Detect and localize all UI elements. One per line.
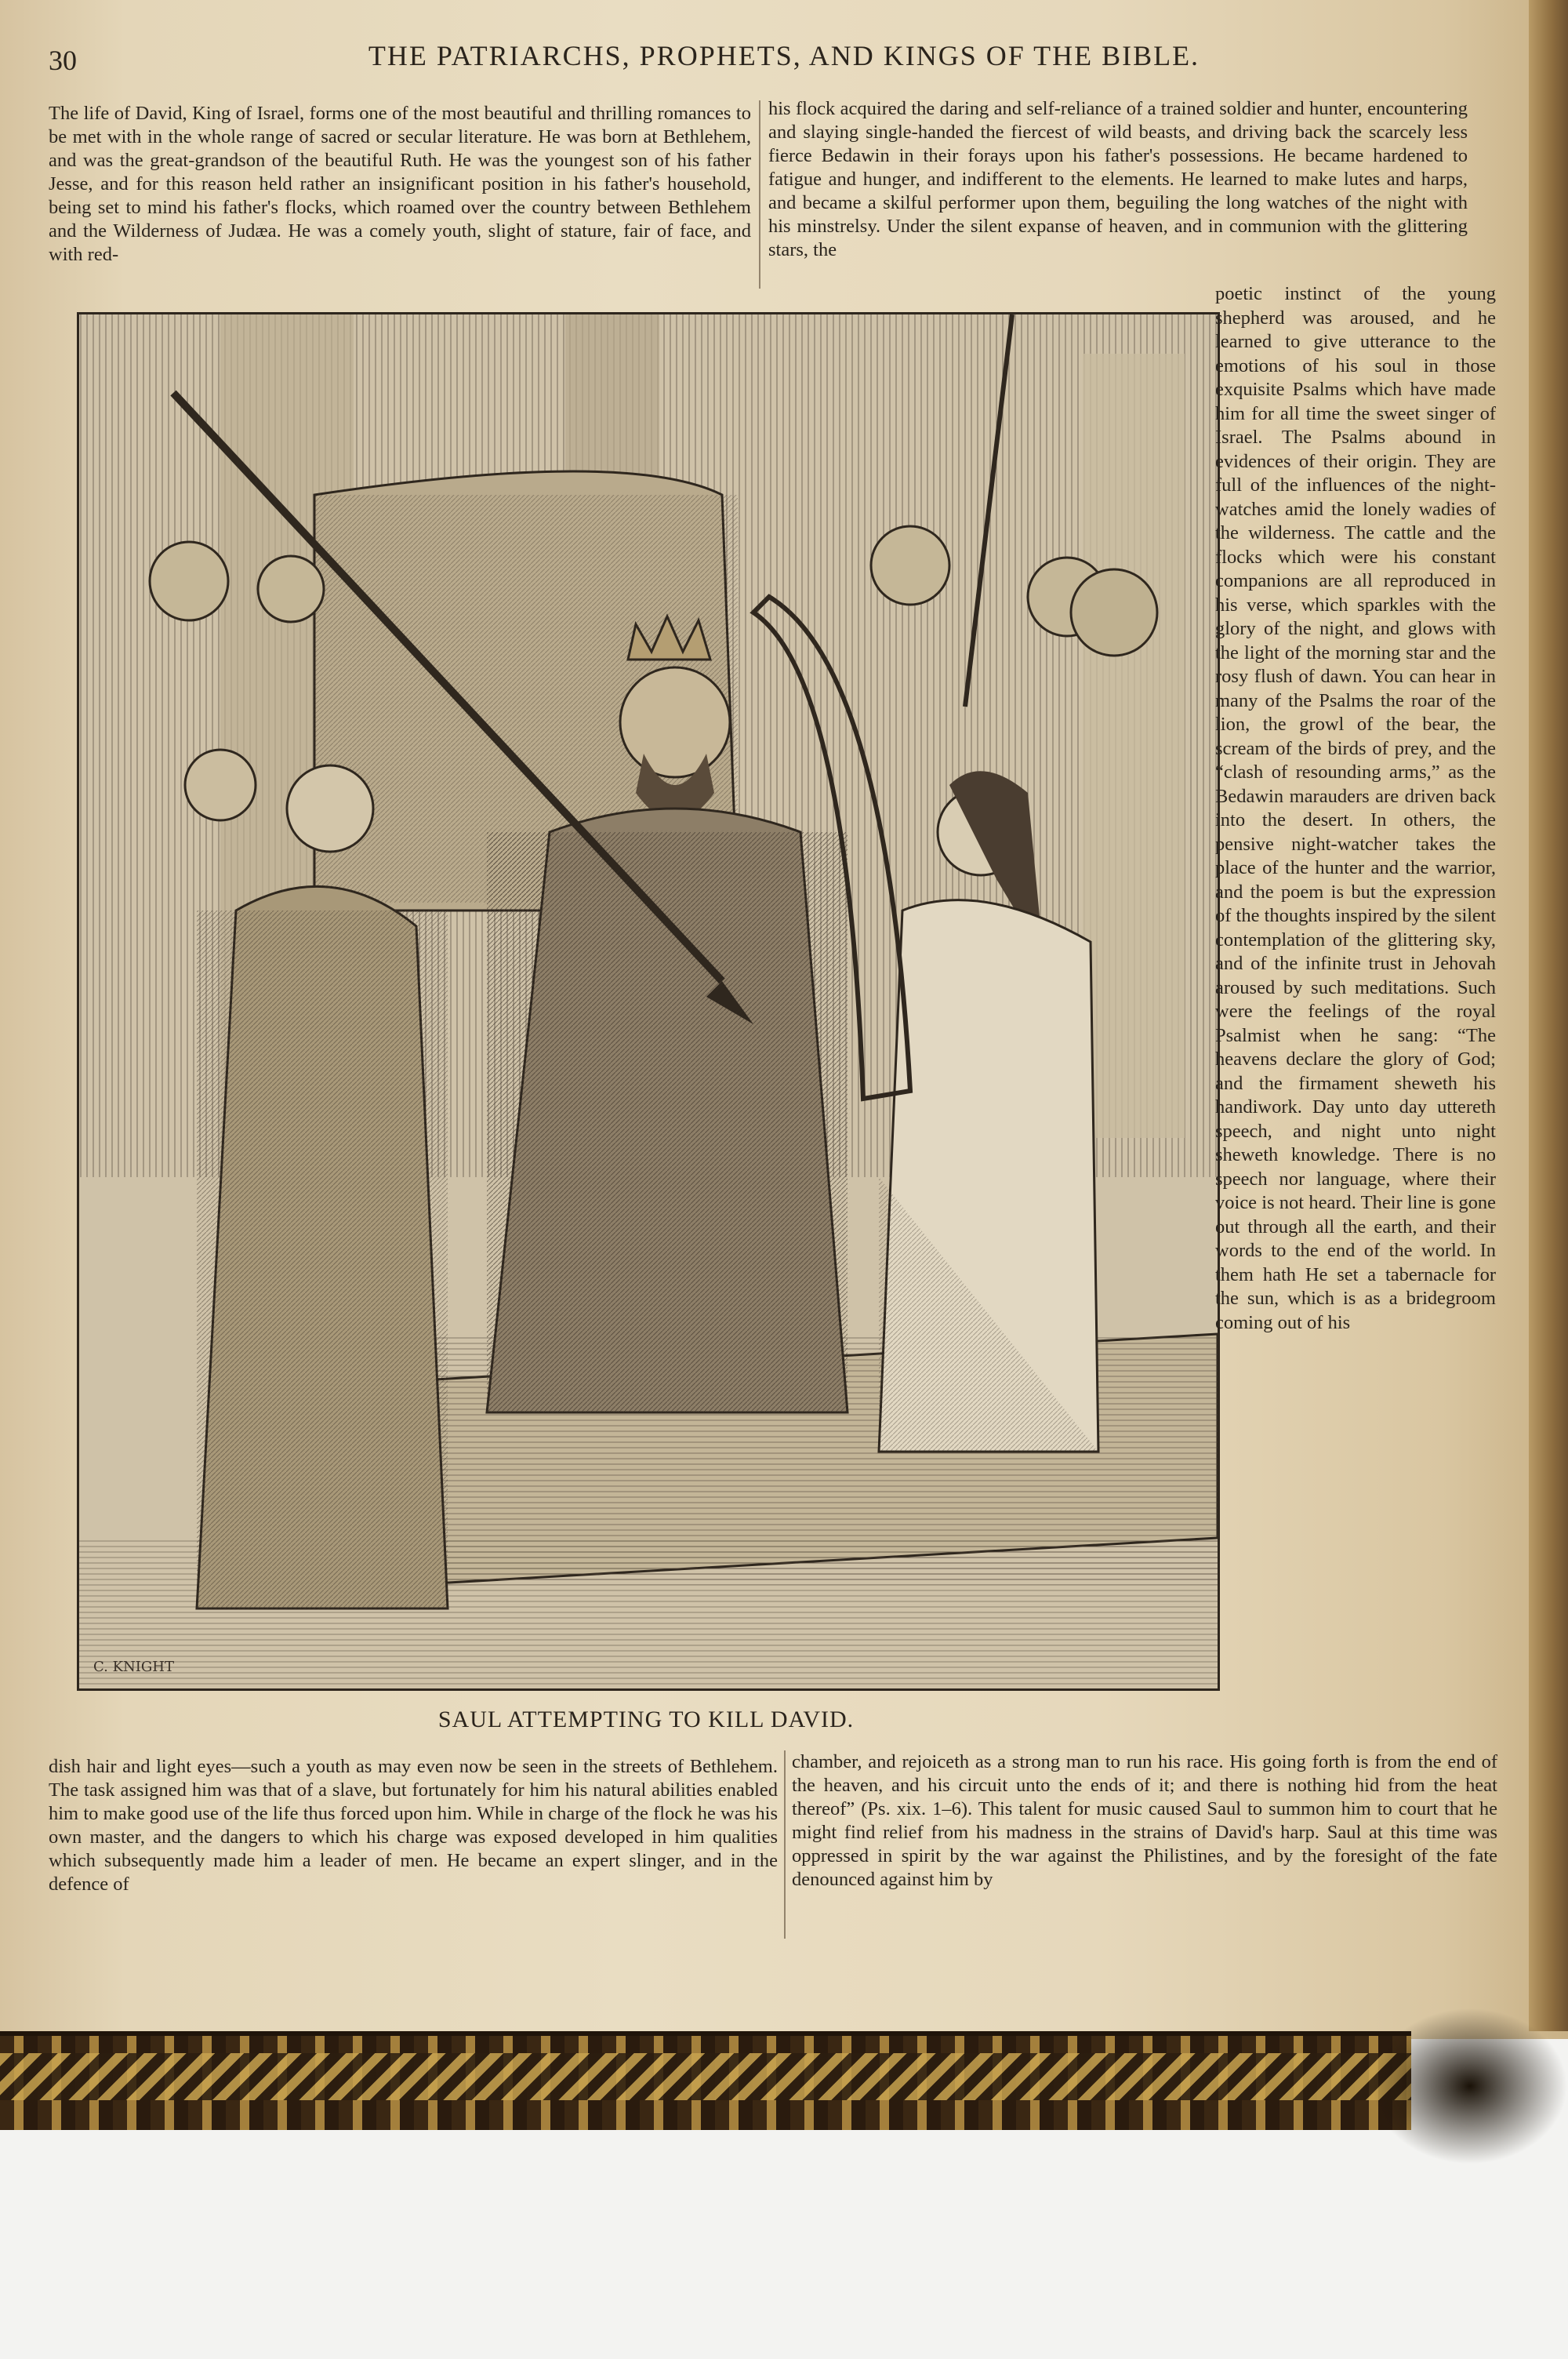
text-column-right-side: poetic instinct of the young shepherd was aroused, and he learned to give utterance to the emotions of his soul in those exquisite Psalms which have made him for all time the sweet singer of Israel. The Psalms abound in evidences of their origin. They are full of the influences of the night-watches amid the lonely wadies of the wilderness. The cattle and the flocks which were his constant companions are all reproduced in his verse, which sparkles with the glory of the night, and glows with the light of the morning star and the rosy flush of dawn. You can hear in many of the Psalms the roar of the lion, the growl of the bear, the scream of the birds of prey, and the “clash of resounding arms,” as the Bedawin marauders are driven back into the desert. In others, the pensive night-watcher takes the place of the hunter and the warrior, and the poem is but the expression of the thoughts inspired by the silent contemplation of the glittering sky, and of the infinite trust in Jehovah aroused by such meditations. Such were the feelings of the royal Psalmist when he sang: “The heavens declare the glory of God; and the firmament sheweth his handiwork. Day unto day uttereth speech, and night unto night sheweth knowledge. There is no speech nor language, where their voice is not heard. Their line is gone out through all the earth, and their words to the end of the world. In them hath He set a tabernacle for the sun, which is as a bridegroom coming out of his [1215, 283, 1496, 1333]
engraving-scene [79, 314, 1218, 1688]
text-column-right-top: his flock acquired the daring and self-reliance of a trained soldier and hunter, encountering and slaying single-handed the fiercest of wild beasts, and driving back the scarcely less fierce Bedawin in their forays upon his father's possessions. He became hardened to fatigue and hunger, and indifferent to the elements. He learned to make lutes and harps, and became a skilful performer upon them, beguiling the long watches of the night with his minstrelsy. Under the silent expanse of heaven, and in communion with the glittering stars, the [768, 98, 1468, 260]
text-column-right-bottom: chamber, and rejoiceth as a strong man to run his race. His going forth is from the end of the heaven, and his circuit unto the ends of it; and there is nothing hid from the heat thereof” (Ps. xix. 1–6). This talent for music caused Saul to summon him to court that he might find relief from his madness in the strains of David's harp. Saul at this time was oppressed in spirit by the war against the Philistines, and by the foresight of the fate denounced against him by [792, 1751, 1497, 1890]
engraver-signature: C. KNIGHT [93, 1659, 174, 1675]
engraving-illustration [77, 312, 1220, 1691]
column-divider-top [759, 100, 760, 289]
book-edge [1529, 0, 1568, 2031]
running-title: THE PATRIARCHS, PROPHETS, AND KINGS OF THE BIBLE. [368, 40, 1200, 71]
page-number: 30 [49, 45, 77, 76]
text-column-left-top: The life of David, King of Israel, forms one of the most beautiful and thrilling romances to be met with in the whole range of sacred or secular literature. He was born at Bethlehem, and was the great-grandson of the beautiful Ruth. He was the youngest son of his father Jesse, and for this reason held rather an insignificant position in his father's household, being set to mind his father's flocks, which roamed over the country between Bethlehem and the Wilderness of Judæa. He was a comely youth, slight of stature, fair of face, and with red- [49, 103, 751, 265]
binding-ornament [0, 2053, 1411, 2100]
corner-shadow [1372, 2008, 1568, 2165]
column-divider-bottom [784, 1750, 786, 1939]
illustration-caption: SAUL ATTEMPTING TO KILL DAVID. [437, 1707, 855, 1732]
book-binding [0, 2031, 1411, 2130]
text-column-left-bottom: dish hair and light eyes—such a youth as may even now be seen in the streets of Bethlehem. The task assigned him was that of a slave, but fortunately for him his natural abilities enabled him to make good use of the life thus forced upon him. While in charge of the flock he was his own master, and the dangers to which his charge was exposed developed in him qualities which subsequently made him a leader of men. He became an expert slinger, and in the defence of [49, 1756, 778, 1895]
